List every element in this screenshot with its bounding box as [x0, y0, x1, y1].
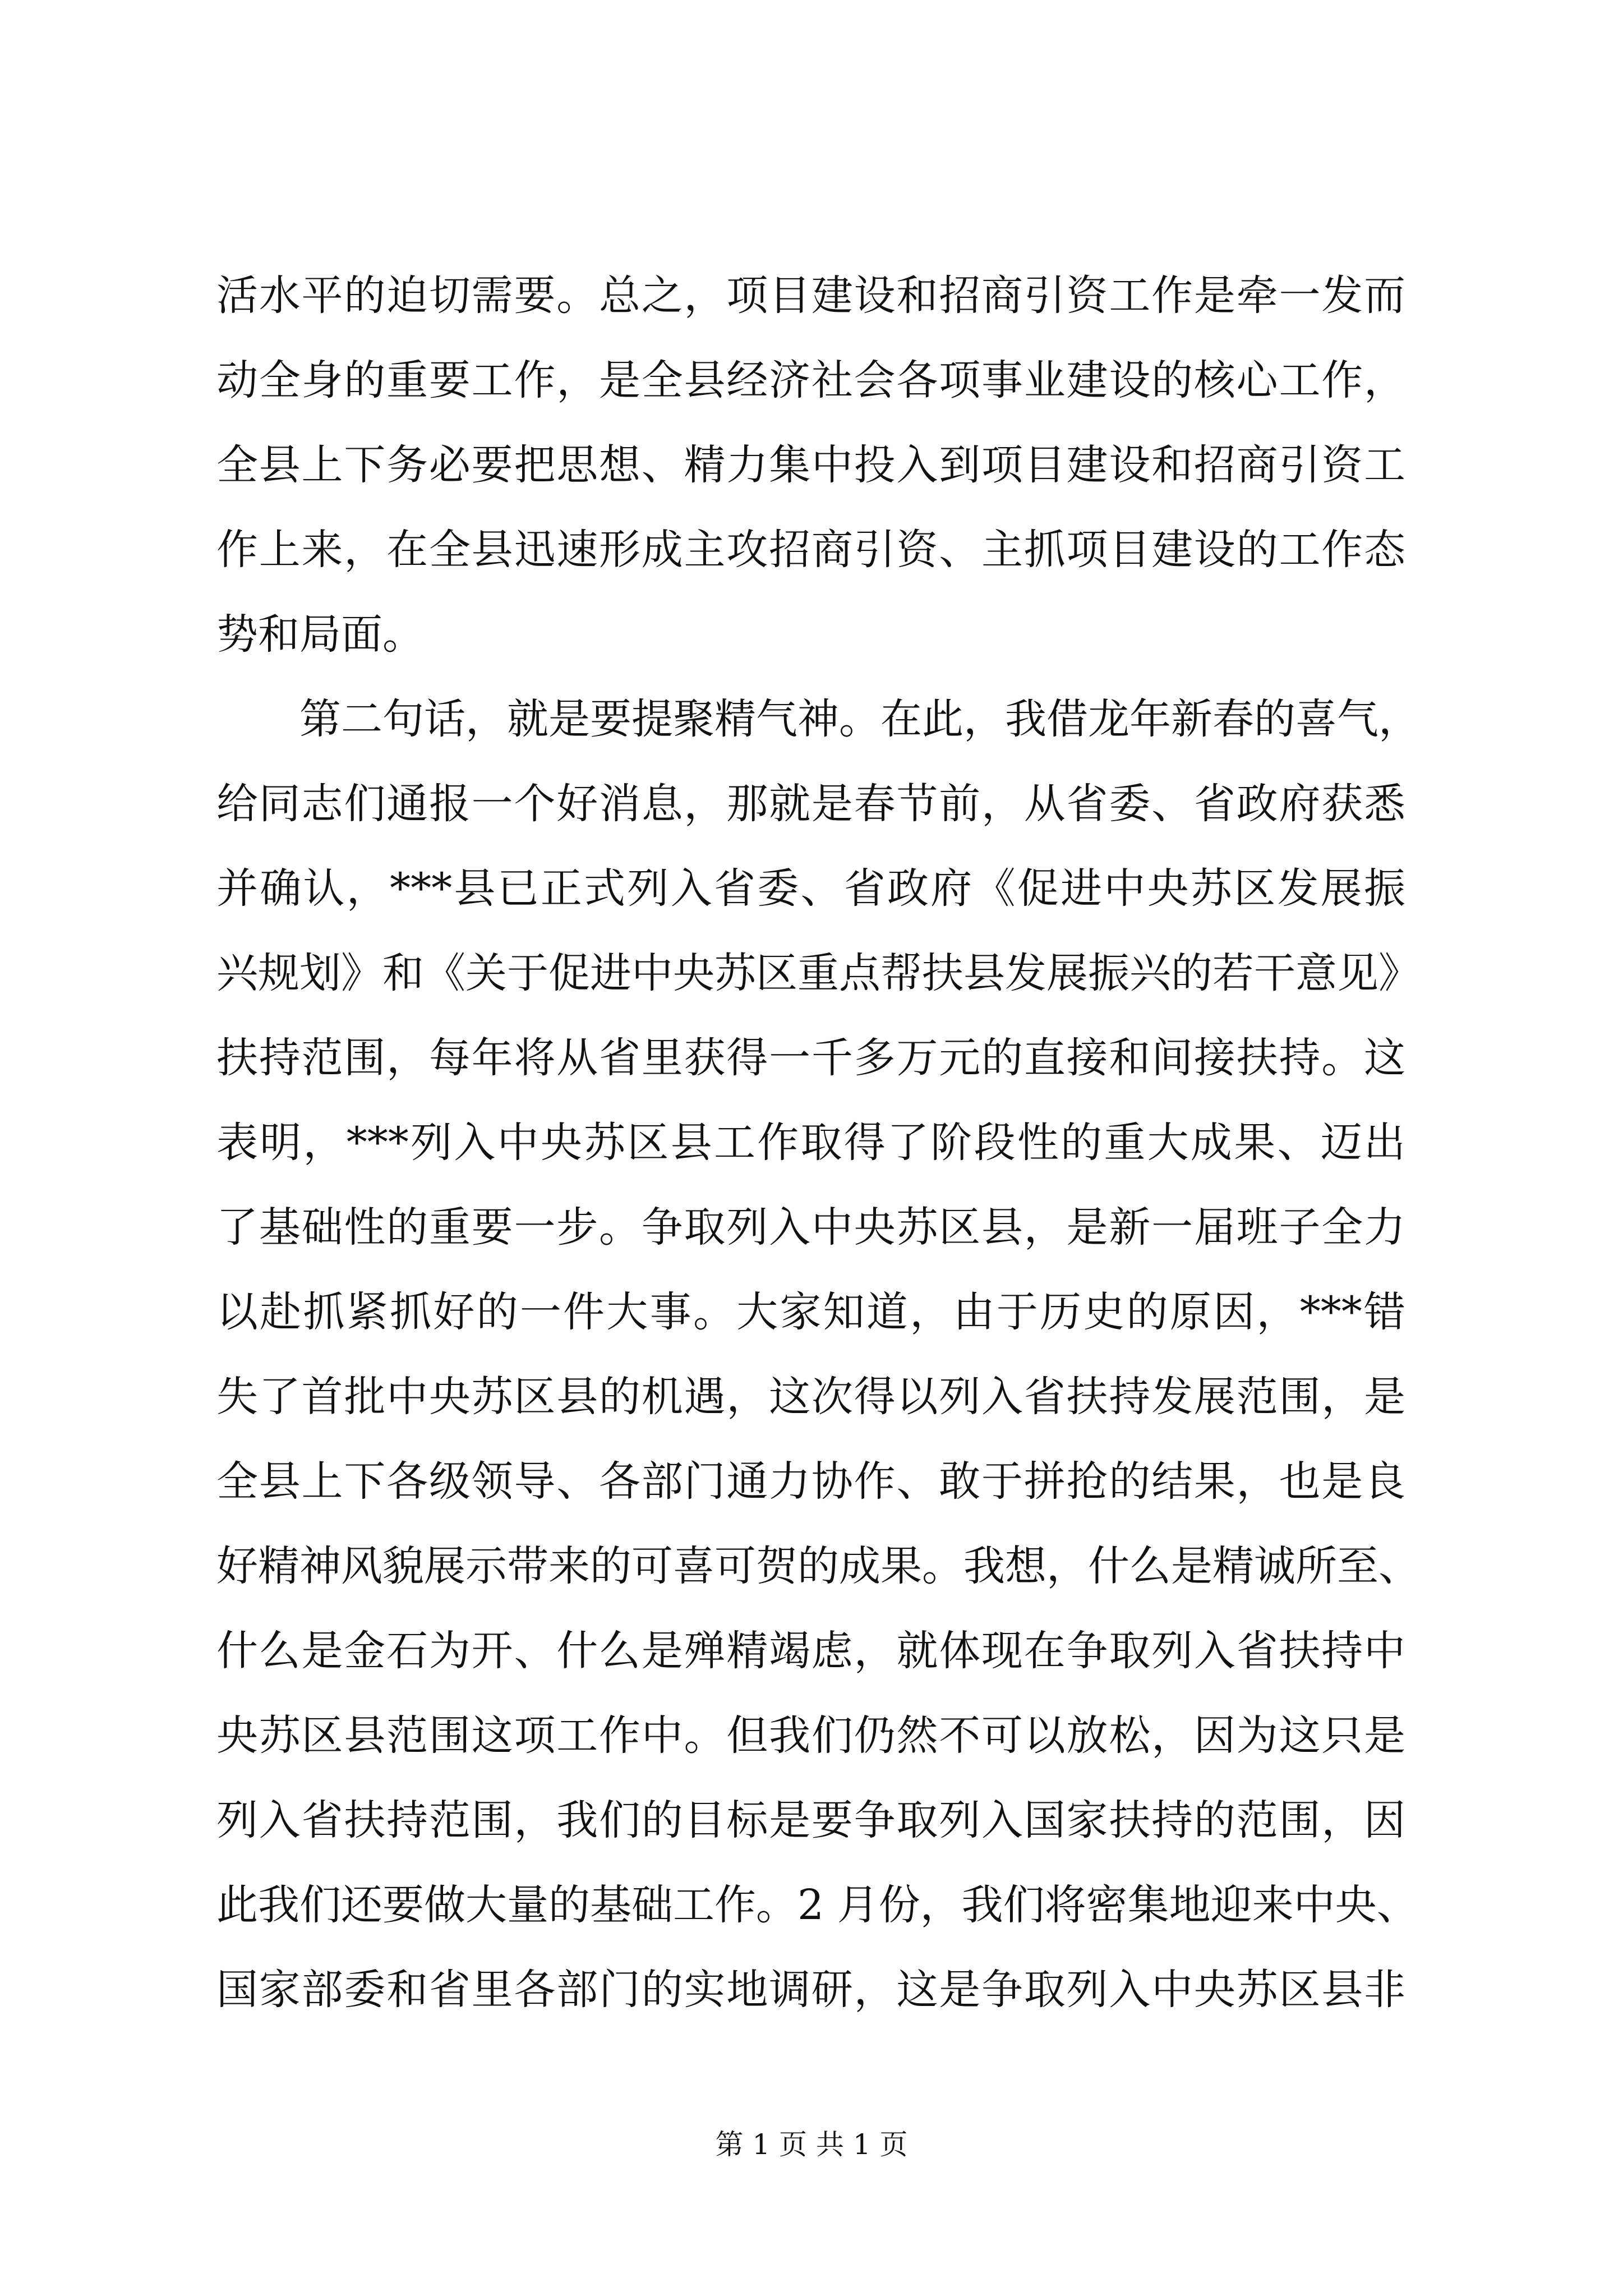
text-line: 给同志们通报一个好消息，那就是春节前，从省委、省政府获悉	[216, 780, 1405, 828]
text-line: 列入省扶持范围，我们的目标是要争取列入国家扶持的范围，因	[216, 1796, 1405, 1844]
text-line: 表明，***列入中央苏区县工作取得了阶段性的重大成果、迈出	[216, 1119, 1405, 1167]
text-line: 扶持范围，每年将从省里获得一千多万元的直接和间接扶持。这	[216, 1034, 1405, 1082]
text-line: 第二句话，就是要提聚精气神。在此，我借龙年新春的喜气，	[216, 695, 1420, 743]
text-line: 失了首批中央苏区县的机遇，这次得以列入省扶持发展范围，是	[216, 1373, 1405, 1421]
body-text	[216, 254, 1420, 2032]
text-line: 国家部委和省里各部门的实地调研，这是争取列入中央苏区县非	[216, 1966, 1405, 2014]
text-line: 动全身的重要工作，是全县经济社会各项事业建设的核心工作，	[216, 356, 1405, 404]
text-line: 全县上下各级领导、各部门通力协作、敢于拼抢的结果，也是良	[216, 1457, 1405, 1506]
text-line: 活水平的迫切需要。总之，项目建设和招商引资工作是牵一发而	[216, 272, 1405, 320]
text-line: 此我们还要做大量的基础工作。2 月份，我们将密集地迎来中央、	[216, 1881, 1418, 1929]
text-line: 了基础性的重要一步。争取列入中央苏区县，是新一届班子全力	[216, 1203, 1405, 1251]
text-line: 势和局面。	[216, 610, 424, 659]
text-line: 以赴抓紧抓好的一件大事。大家知道，由于历史的原因，***错	[216, 1288, 1405, 1336]
text-line: 作上来，在全县迅速形成主攻招商引资、主抓项目建设的工作态	[216, 526, 1405, 574]
text-line: 什么是金石为开、什么是殚精竭虑，就体现在争取列入省扶持中	[216, 1627, 1405, 1675]
text-line: 全县上下务必要把思想、精力集中投入到项目建设和招商引资工	[216, 441, 1405, 489]
page-number-footer: 第 1 页 共 1 页	[715, 2128, 908, 2161]
text-line: 好精神风貌展示带来的可喜可贺的成果。我想，什么是精诚所至、	[216, 1542, 1420, 1590]
text-line: 兴规划》和《关于促进中央苏区重点帮扶县发展振兴的若干意见》	[216, 949, 1420, 997]
text-line: 并确认，***县已正式列入省委、省政府《促进中央苏区发展振	[216, 864, 1405, 913]
text-line: 央苏区县范围这项工作中。但我们仍然不可以放松，因为这只是	[216, 1711, 1405, 1760]
